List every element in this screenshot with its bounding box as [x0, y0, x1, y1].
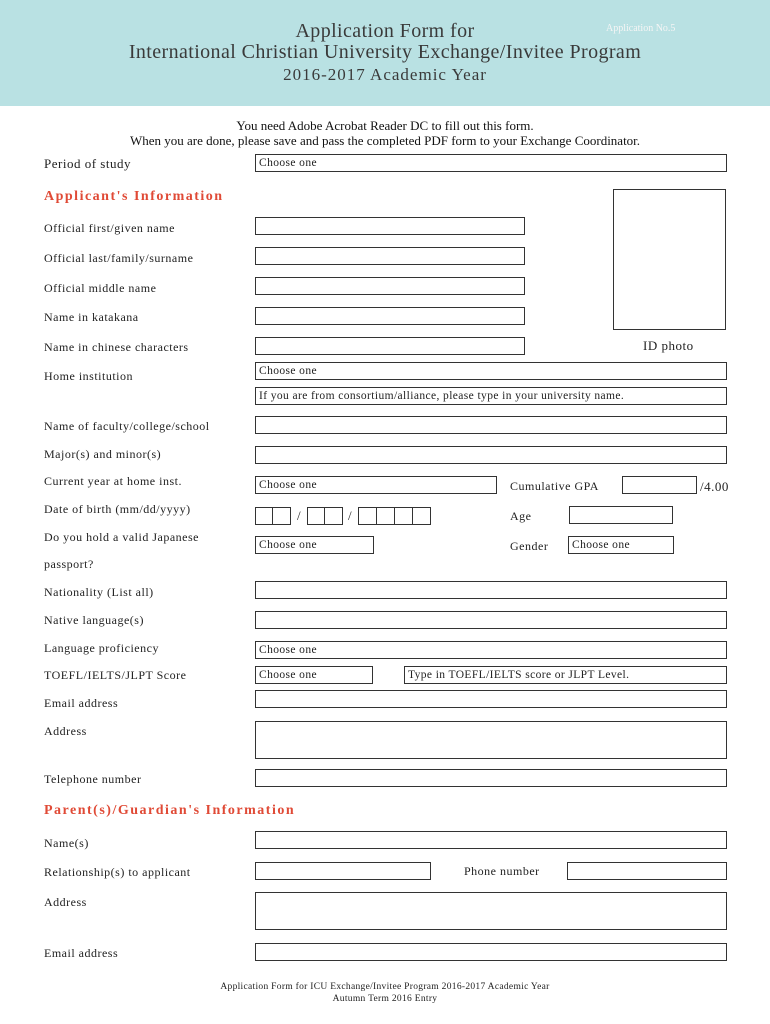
dob-separator: /	[297, 508, 301, 523]
applicant-heading: Applicant's Information	[44, 189, 224, 204]
dob-label: Date of birth (mm/dd/yyyy)	[44, 502, 191, 516]
dob-year-digit4[interactable]	[412, 507, 431, 525]
score-label: TOEFL/IELTS/JLPT Score	[44, 668, 187, 682]
gpa-label: Cumulative GPA	[510, 479, 599, 493]
address-input[interactable]	[255, 721, 727, 759]
gender-select[interactable]: Choose one	[568, 536, 674, 554]
faculty-label: Name of faculty/college/school	[44, 419, 210, 433]
native-language-input[interactable]	[255, 611, 727, 629]
proficiency-select[interactable]: Choose one	[255, 641, 727, 659]
footer-line2: Autumn Term 2016 Entry	[332, 994, 438, 1004]
period-label: Period of study	[44, 156, 131, 171]
chinese-name-input[interactable]	[255, 337, 525, 355]
dob-year-digit2[interactable]	[376, 507, 395, 525]
first-name-input[interactable]	[255, 217, 525, 235]
email-label: Email address	[44, 696, 119, 710]
relationship-label: Relationship(s) to applicant	[44, 865, 191, 879]
dob-year-digit3[interactable]	[394, 507, 413, 525]
relationship-input[interactable]	[255, 862, 431, 880]
score-type-select[interactable]: Choose one	[255, 666, 373, 684]
proficiency-label: Language proficiency	[44, 641, 159, 655]
guardian-phone-input[interactable]	[567, 862, 727, 880]
guardian-heading: Parent(s)/Guardian's Information	[44, 803, 296, 818]
guardian-phone-label: Phone number	[464, 864, 540, 878]
period-select[interactable]: Choose one	[255, 154, 727, 172]
dob-month-digit1[interactable]	[255, 507, 273, 525]
guardian-address-label: Address	[44, 895, 87, 909]
passport-label-line2: passport?	[44, 557, 94, 571]
home-institution-select[interactable]: Choose one	[255, 362, 727, 380]
telephone-label: Telephone number	[44, 772, 142, 786]
dob-year-digit1[interactable]	[358, 507, 377, 525]
katakana-input[interactable]	[255, 307, 525, 325]
current-year-label: Current year at home inst.	[44, 474, 182, 488]
email-input[interactable]	[255, 690, 727, 708]
chinese-name-label: Name in chinese characters	[44, 340, 189, 354]
last-name-input[interactable]	[255, 247, 525, 265]
form-title-line3: 2016-2017 Academic Year	[283, 65, 487, 84]
id-photo-box[interactable]	[613, 189, 726, 330]
form-title-line1: Application Form for	[295, 20, 475, 42]
faculty-input[interactable]	[255, 416, 727, 434]
header-banner	[0, 0, 770, 106]
major-input[interactable]	[255, 446, 727, 464]
dob-day-digit2[interactable]	[324, 507, 343, 525]
middle-name-input[interactable]	[255, 277, 525, 295]
guardian-email-input[interactable]	[255, 943, 727, 961]
id-photo-label: ID photo	[643, 338, 694, 353]
form-title-line2: International Christian University Exchange/Invitee Program	[128, 41, 642, 63]
last-name-label: Official last/family/surname	[44, 251, 194, 265]
passport-label-line1: Do you hold a valid Japanese	[44, 530, 199, 544]
intro-line1: You need Adobe Acrobat Reader DC to fill out this form.	[236, 118, 534, 133]
first-name-label: Official first/given name	[44, 221, 175, 235]
middle-name-label: Official middle name	[44, 281, 157, 295]
nationality-input[interactable]	[255, 581, 727, 599]
guardian-names-label: Name(s)	[44, 836, 89, 850]
guardian-email-label: Email address	[44, 946, 119, 960]
score-input[interactable]: Type in TOEFL/IELTS score or JLPT Level.	[404, 666, 727, 684]
gpa-max: /4.00	[700, 479, 729, 494]
telephone-input[interactable]	[255, 769, 727, 787]
nationality-label: Nationality (List all)	[44, 585, 154, 599]
intro-line2: When you are done, please save and pass the completed PDF form to your Exchange Coordinator.	[129, 133, 641, 148]
consortium-input[interactable]: If you are from consortium/alliance, please type in your university name.	[255, 387, 727, 405]
dob-separator: /	[348, 508, 352, 523]
dob-day-digit1[interactable]	[307, 507, 325, 525]
native-language-label: Native language(s)	[44, 613, 144, 627]
current-year-select[interactable]: Choose one	[255, 476, 497, 494]
gpa-input[interactable]	[622, 476, 697, 494]
gender-label: Gender	[510, 539, 549, 553]
age-label: Age	[510, 509, 532, 523]
dob-month-digit2[interactable]	[272, 507, 291, 525]
home-institution-label: Home institution	[44, 369, 133, 383]
address-label: Address	[44, 724, 87, 738]
guardian-names-input[interactable]	[255, 831, 727, 849]
footer-line1: Application Form for ICU Exchange/Invitee Program 2016-2017 Academic Year	[220, 982, 550, 992]
application-number: Application No.5	[606, 23, 676, 34]
major-label: Major(s) and minor(s)	[44, 447, 162, 461]
katakana-label: Name in katakana	[44, 310, 139, 324]
passport-select[interactable]: Choose one	[255, 536, 374, 554]
age-input[interactable]	[569, 506, 673, 524]
guardian-address-input[interactable]	[255, 892, 727, 930]
